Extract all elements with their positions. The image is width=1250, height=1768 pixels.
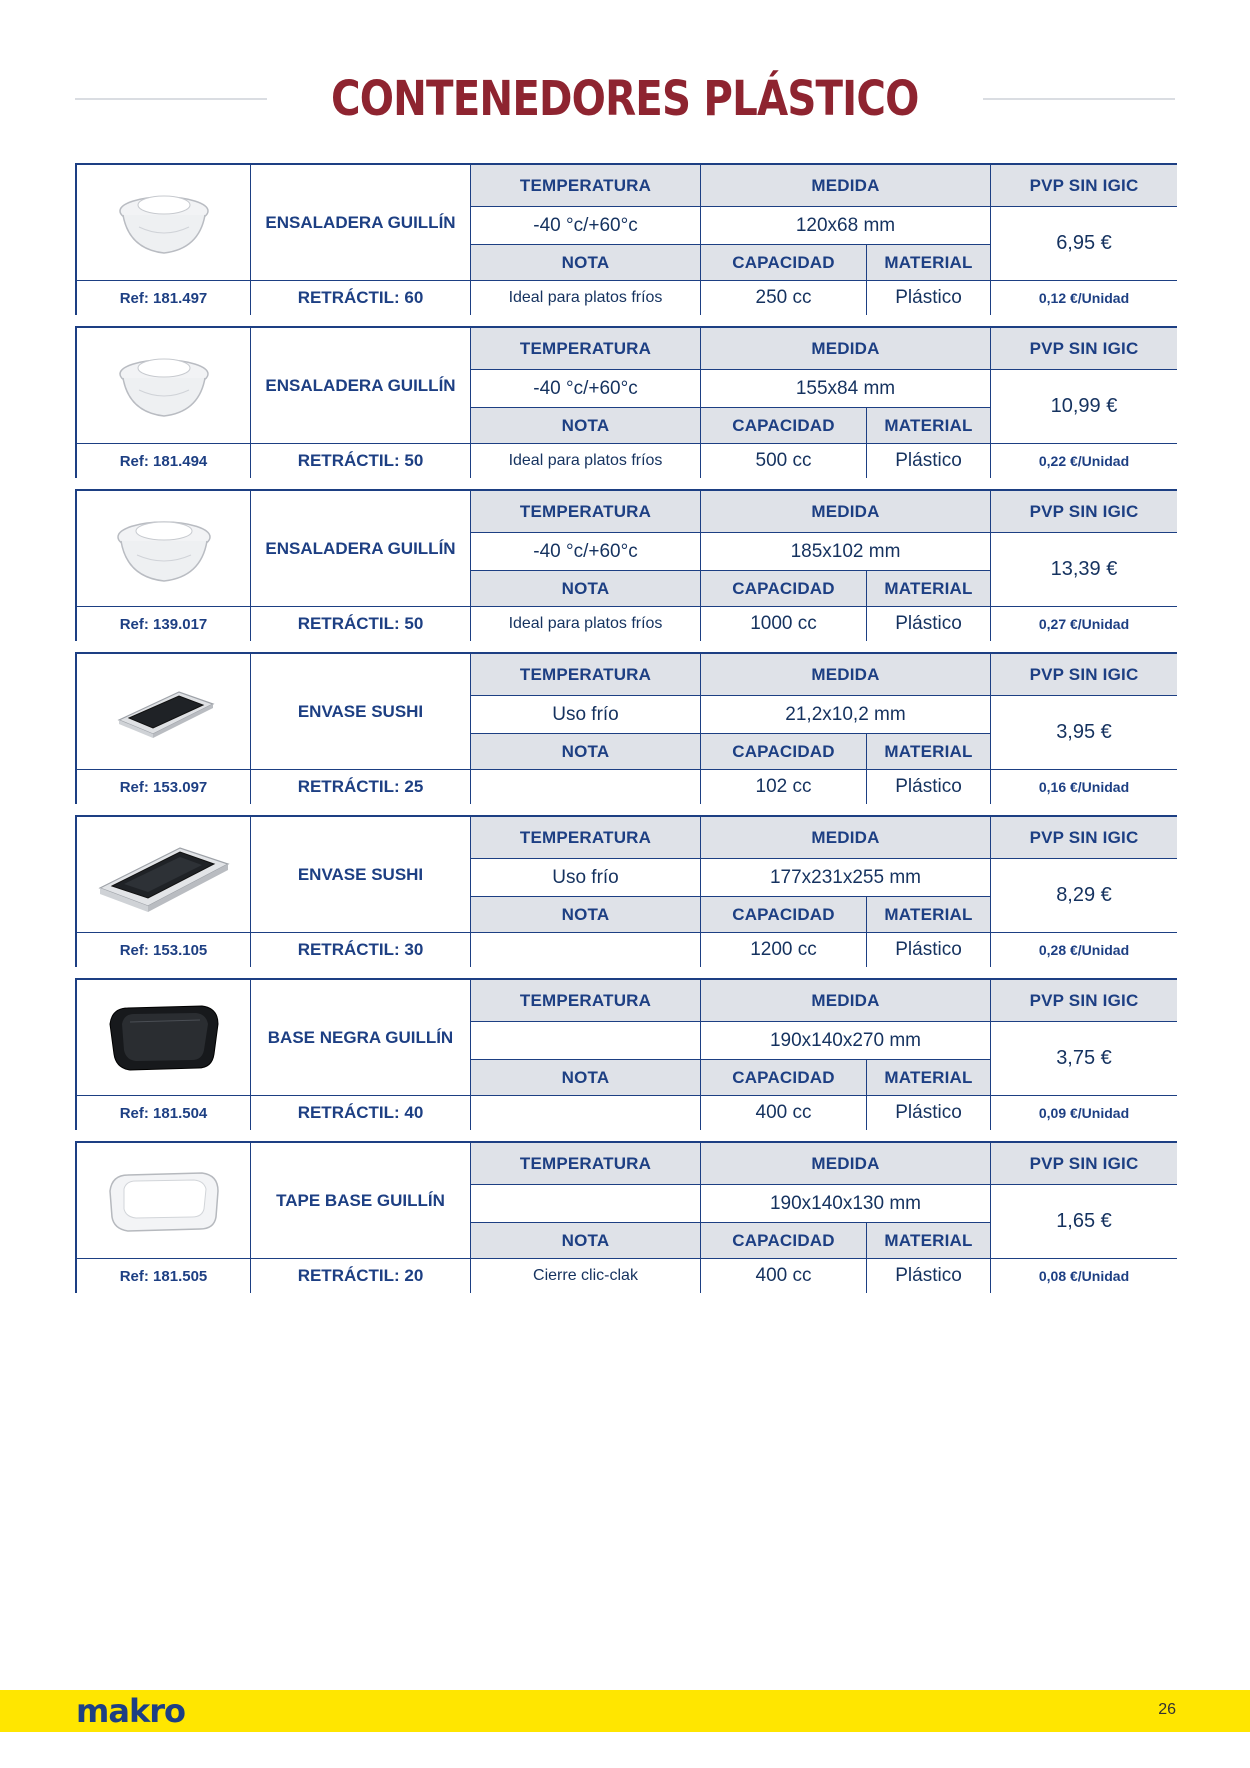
unit-price: 0,09 €/Unidad	[991, 1096, 1177, 1130]
note-value	[471, 770, 701, 804]
temperature-value: Uso frío	[471, 859, 701, 897]
price-header: PVP SIN IGIC	[991, 1143, 1177, 1185]
note-header: NOTA	[471, 734, 701, 770]
material-value: Plástico	[867, 607, 991, 641]
capacity-header: CAPACIDAD	[701, 734, 867, 770]
product-name: TAPE BASE GUILLÍN	[251, 1143, 471, 1259]
product-ref: Ref: 181.505	[77, 1259, 251, 1293]
measure-header: MEDIDA	[701, 654, 991, 696]
material-value: Plástico	[867, 933, 991, 967]
retractil-count: RETRÁCTIL: 25	[251, 770, 471, 804]
temperature-header: TEMPERATURA	[471, 165, 701, 207]
unit-price: 0,22 €/Unidad	[991, 444, 1177, 478]
material-header: MATERIAL	[867, 1223, 991, 1259]
capacity-header: CAPACIDAD	[701, 245, 867, 281]
note-value: Ideal para platos fríos	[471, 607, 701, 641]
temperature-header: TEMPERATURA	[471, 1143, 701, 1185]
temperature-header: TEMPERATURA	[471, 491, 701, 533]
clear-lid-image	[104, 1161, 224, 1241]
price-value: 3,75 €	[991, 1022, 1177, 1096]
temperature-header: TEMPERATURA	[471, 980, 701, 1022]
price-value: 3,95 €	[991, 696, 1177, 770]
product-card	[75, 652, 1177, 804]
capacity-value: 500 cc	[701, 444, 867, 478]
price-header: PVP SIN IGIC	[991, 165, 1177, 207]
product-ref: Ref: 181.504	[77, 1096, 251, 1130]
product-name: ENVASE SUSHI	[251, 654, 471, 770]
measure-header: MEDIDA	[701, 491, 991, 533]
product-ref: Ref: 153.105	[77, 933, 251, 967]
temperature-value: -40 °c/+60°c	[471, 370, 701, 408]
capacity-value: 1000 cc	[701, 607, 867, 641]
measure-value: 155x84 mm	[701, 370, 991, 408]
material-value: Plástico	[867, 1096, 991, 1130]
sushi-tray-image	[109, 672, 219, 752]
product-card	[75, 1141, 1177, 1293]
retractil-count: RETRÁCTIL: 40	[251, 1096, 471, 1130]
unit-price: 0,12 €/Unidad	[991, 281, 1177, 315]
product-ref: Ref: 181.497	[77, 281, 251, 315]
capacity-header: CAPACIDAD	[701, 408, 867, 444]
temperature-value: -40 °c/+60°c	[471, 533, 701, 571]
product-name: ENVASE SUSHI	[251, 817, 471, 933]
product-card	[75, 326, 1177, 478]
note-value	[471, 1096, 701, 1130]
retractil-count: RETRÁCTIL: 30	[251, 933, 471, 967]
product-image	[77, 1143, 251, 1259]
clear-bowl-image	[109, 183, 219, 263]
footer-bar	[0, 1690, 1250, 1732]
measure-header: MEDIDA	[701, 1143, 991, 1185]
measure-value: 21,2x10,2 mm	[701, 696, 991, 734]
unit-price: 0,16 €/Unidad	[991, 770, 1177, 804]
product-image	[77, 328, 251, 444]
page-header	[75, 62, 1175, 136]
capacity-header: CAPACIDAD	[701, 1060, 867, 1096]
retractil-count: RETRÁCTIL: 60	[251, 281, 471, 315]
material-header: MATERIAL	[867, 734, 991, 770]
temperature-value	[471, 1185, 701, 1223]
product-name: BASE NEGRA GUILLÍN	[251, 980, 471, 1096]
temperature-value: -40 °c/+60°c	[471, 207, 701, 245]
note-header: NOTA	[471, 571, 701, 607]
temperature-value	[471, 1022, 701, 1060]
price-value: 1,65 €	[991, 1185, 1177, 1259]
material-header: MATERIAL	[867, 897, 991, 933]
material-value: Plástico	[867, 1259, 991, 1293]
note-header: NOTA	[471, 897, 701, 933]
product-image	[77, 491, 251, 607]
note-value: Cierre clic-clak	[471, 1259, 701, 1293]
retractil-count: RETRÁCTIL: 50	[251, 444, 471, 478]
temperature-header: TEMPERATURA	[471, 654, 701, 696]
temperature-value: Uso frío	[471, 696, 701, 734]
price-header: PVP SIN IGIC	[991, 980, 1177, 1022]
material-header: MATERIAL	[867, 571, 991, 607]
product-image	[77, 980, 251, 1096]
sushi-tray-image	[94, 830, 234, 920]
unit-price: 0,27 €/Unidad	[991, 607, 1177, 641]
material-header: MATERIAL	[867, 245, 991, 281]
clear-bowl-image	[109, 509, 219, 589]
capacity-header: CAPACIDAD	[701, 1223, 867, 1259]
measure-value: 120x68 mm	[701, 207, 991, 245]
retractil-count: RETRÁCTIL: 20	[251, 1259, 471, 1293]
note-value: Ideal para platos fríos	[471, 281, 701, 315]
title-rule-right	[983, 98, 1175, 100]
price-header: PVP SIN IGIC	[991, 654, 1177, 696]
price-value: 8,29 €	[991, 859, 1177, 933]
measure-header: MEDIDA	[701, 165, 991, 207]
temperature-header: TEMPERATURA	[471, 328, 701, 370]
price-header: PVP SIN IGIC	[991, 328, 1177, 370]
product-card	[75, 815, 1177, 967]
makro-logo: makro	[76, 1692, 185, 1730]
product-card	[75, 163, 1177, 315]
note-value	[471, 933, 701, 967]
capacity-value: 102 cc	[701, 770, 867, 804]
material-value: Plástico	[867, 281, 991, 315]
retractil-count: RETRÁCTIL: 50	[251, 607, 471, 641]
price-value: 13,39 €	[991, 533, 1177, 607]
product-name: ENSALADERA GUILLÍN	[251, 491, 471, 607]
page-number: 26	[1158, 1701, 1176, 1718]
product-card	[75, 489, 1177, 641]
measure-header: MEDIDA	[701, 980, 991, 1022]
material-header: MATERIAL	[867, 408, 991, 444]
price-header: PVP SIN IGIC	[991, 491, 1177, 533]
product-name: ENSALADERA GUILLÍN	[251, 328, 471, 444]
product-image	[77, 817, 251, 933]
unit-price: 0,28 €/Unidad	[991, 933, 1177, 967]
note-header: NOTA	[471, 408, 701, 444]
measure-value: 190x140x270 mm	[701, 1022, 991, 1060]
measure-value: 190x140x130 mm	[701, 1185, 991, 1223]
material-value: Plástico	[867, 770, 991, 804]
note-header: NOTA	[471, 1223, 701, 1259]
price-value: 10,99 €	[991, 370, 1177, 444]
material-value: Plástico	[867, 444, 991, 478]
note-header: NOTA	[471, 245, 701, 281]
capacity-header: CAPACIDAD	[701, 897, 867, 933]
capacity-value: 400 cc	[701, 1096, 867, 1130]
measure-header: MEDIDA	[701, 328, 991, 370]
black-base-image	[104, 998, 224, 1078]
product-name: ENSALADERA GUILLÍN	[251, 165, 471, 281]
capacity-header: CAPACIDAD	[701, 571, 867, 607]
unit-price: 0,08 €/Unidad	[991, 1259, 1177, 1293]
page-title: CONTENEDORES PLÁSTICO	[331, 71, 919, 127]
product-ref: Ref: 181.494	[77, 444, 251, 478]
capacity-value: 1200 cc	[701, 933, 867, 967]
capacity-value: 400 cc	[701, 1259, 867, 1293]
price-value: 6,95 €	[991, 207, 1177, 281]
measure-value: 185x102 mm	[701, 533, 991, 571]
temperature-header: TEMPERATURA	[471, 817, 701, 859]
measure-value: 177x231x255 mm	[701, 859, 991, 897]
note-header: NOTA	[471, 1060, 701, 1096]
product-image	[77, 654, 251, 770]
product-ref: Ref: 153.097	[77, 770, 251, 804]
note-value: Ideal para platos fríos	[471, 444, 701, 478]
measure-header: MEDIDA	[701, 817, 991, 859]
material-header: MATERIAL	[867, 1060, 991, 1096]
price-header: PVP SIN IGIC	[991, 817, 1177, 859]
product-image	[77, 165, 251, 281]
title-rule-left	[75, 98, 267, 100]
clear-bowl-image	[109, 346, 219, 426]
capacity-value: 250 cc	[701, 281, 867, 315]
product-ref: Ref: 139.017	[77, 607, 251, 641]
product-card	[75, 978, 1177, 1130]
